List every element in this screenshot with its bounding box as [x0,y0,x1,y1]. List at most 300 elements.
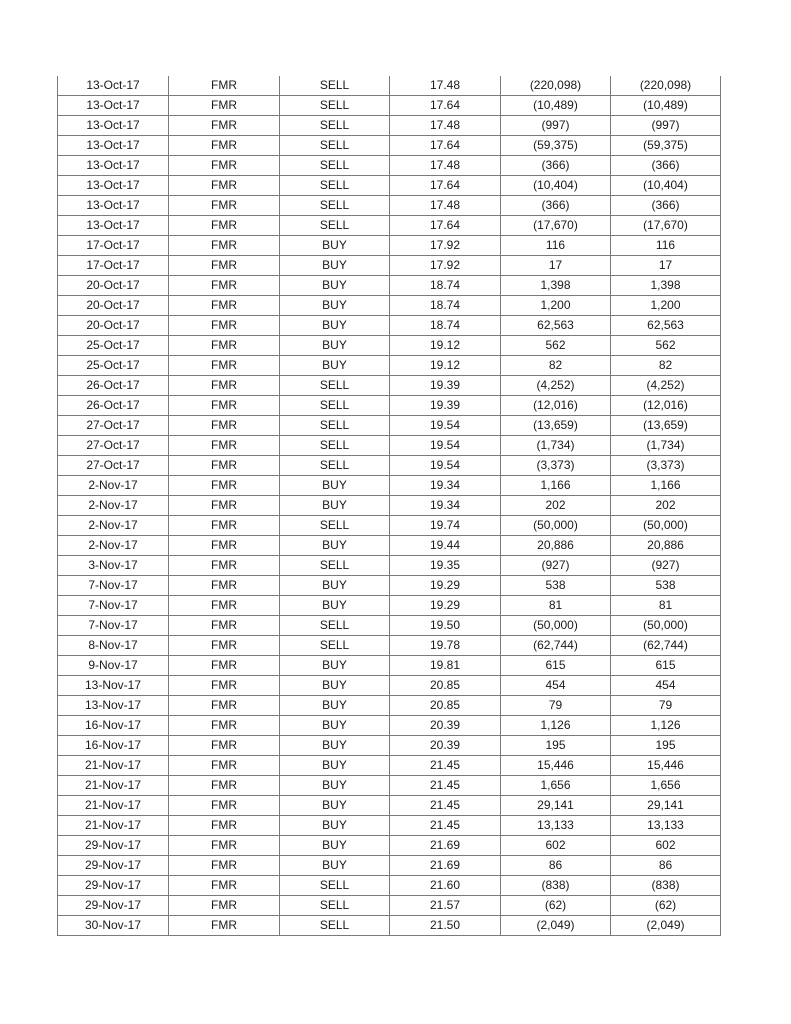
price-cell: 17.64 [390,136,501,156]
price-cell: 19.29 [390,576,501,596]
quantity-cell: 1,166 [501,476,611,496]
action-cell: BUY [280,276,390,296]
action-cell: BUY [280,756,390,776]
table-row [58,696,721,716]
quantity-cell: (220,098) [501,76,611,96]
quantity-total-cell: (838) [611,876,721,896]
quantity-total-cell: (366) [611,196,721,216]
action-cell: SELL [280,376,390,396]
price-cell: 19.12 [390,356,501,376]
date-cell: 25-Oct-17 [58,356,169,376]
quantity-total-cell: (927) [611,556,721,576]
table-row [58,496,721,516]
date-cell: 13-Oct-17 [58,136,169,156]
quantity-total-cell: (50,000) [611,616,721,636]
price-cell: 20.39 [390,736,501,756]
price-cell: 19.50 [390,616,501,636]
price-cell: 19.39 [390,376,501,396]
quantity-total-cell: 29,141 [611,796,721,816]
quantity-cell: (927) [501,556,611,576]
entity-cell: FMR [169,916,280,936]
action-cell: SELL [280,176,390,196]
quantity-cell: 116 [501,236,611,256]
action-cell: BUY [280,776,390,796]
table-row [58,816,721,836]
quantity-total-cell: 615 [611,656,721,676]
quantity-total-cell: (1,734) [611,436,721,456]
entity-cell: FMR [169,796,280,816]
quantity-total-cell: 1,398 [611,276,721,296]
quantity-total-cell: (50,000) [611,516,721,536]
entity-cell: FMR [169,256,280,276]
transactions-table-body [58,76,721,936]
quantity-cell: 17 [501,256,611,276]
price-cell: 17.48 [390,76,501,96]
entity-cell: FMR [169,776,280,796]
entity-cell: FMR [169,656,280,676]
date-cell: 13-Nov-17 [58,696,169,716]
quantity-total-cell: (17,670) [611,216,721,236]
entity-cell: FMR [169,596,280,616]
price-cell: 19.81 [390,656,501,676]
price-cell: 19.44 [390,536,501,556]
quantity-total-cell: (10,404) [611,176,721,196]
quantity-total-cell: (220,098) [611,76,721,96]
action-cell: SELL [280,916,390,936]
date-cell: 21-Nov-17 [58,796,169,816]
table-row [58,876,721,896]
quantity-cell: 62,563 [501,316,611,336]
quantity-cell: 1,398 [501,276,611,296]
table-row [58,596,721,616]
table-row [58,516,721,536]
table-row [58,536,721,556]
action-cell: SELL [280,416,390,436]
date-cell: 21-Nov-17 [58,816,169,836]
action-cell: SELL [280,616,390,636]
entity-cell: FMR [169,736,280,756]
price-cell: 17.48 [390,116,501,136]
date-cell: 29-Nov-17 [58,836,169,856]
price-cell: 17.48 [390,156,501,176]
date-cell: 8-Nov-17 [58,636,169,656]
quantity-cell: (10,404) [501,176,611,196]
action-cell: SELL [280,396,390,416]
price-cell: 21.60 [390,876,501,896]
price-cell: 20.85 [390,676,501,696]
date-cell: 26-Oct-17 [58,376,169,396]
price-cell: 21.45 [390,756,501,776]
action-cell: SELL [280,196,390,216]
quantity-total-cell: 454 [611,676,721,696]
date-cell: 13-Oct-17 [58,96,169,116]
action-cell: BUY [280,236,390,256]
action-cell: BUY [280,716,390,736]
date-cell: 20-Oct-17 [58,296,169,316]
date-cell: 7-Nov-17 [58,596,169,616]
price-cell: 21.69 [390,856,501,876]
date-cell: 13-Oct-17 [58,176,169,196]
price-cell: 21.69 [390,836,501,856]
quantity-total-cell: (13,659) [611,416,721,436]
action-cell: BUY [280,696,390,716]
action-cell: SELL [280,136,390,156]
quantity-total-cell: 20,886 [611,536,721,556]
price-cell: 19.39 [390,396,501,416]
table-row [58,776,721,796]
table-row [58,476,721,496]
table-row [58,156,721,176]
quantity-cell: 29,141 [501,796,611,816]
action-cell: BUY [280,496,390,516]
date-cell: 2-Nov-17 [58,496,169,516]
quantity-cell: (838) [501,876,611,896]
date-cell: 16-Nov-17 [58,736,169,756]
table-row [58,196,721,216]
table-row [58,456,721,476]
action-cell: SELL [280,436,390,456]
action-cell: BUY [280,676,390,696]
action-cell: BUY [280,736,390,756]
date-cell: 2-Nov-17 [58,516,169,536]
table-row [58,756,721,776]
entity-cell: FMR [169,516,280,536]
entity-cell: FMR [169,756,280,776]
quantity-cell: (50,000) [501,616,611,636]
action-cell: BUY [280,816,390,836]
quantity-cell: (2,049) [501,916,611,936]
quantity-cell: 82 [501,356,611,376]
entity-cell: FMR [169,856,280,876]
price-cell: 19.78 [390,636,501,656]
table-row [58,276,721,296]
entity-cell: FMR [169,176,280,196]
table-row [58,76,721,96]
entity-cell: FMR [169,696,280,716]
entity-cell: FMR [169,356,280,376]
price-cell: 19.29 [390,596,501,616]
quantity-total-cell: 538 [611,576,721,596]
table-row [58,416,721,436]
table-row [58,896,721,916]
quantity-total-cell: 1,126 [611,716,721,736]
action-cell: SELL [280,456,390,476]
entity-cell: FMR [169,336,280,356]
action-cell: SELL [280,76,390,96]
date-cell: 27-Oct-17 [58,436,169,456]
table-row [58,176,721,196]
quantity-total-cell: 81 [611,596,721,616]
entity-cell: FMR [169,816,280,836]
action-cell: BUY [280,256,390,276]
date-cell: 13-Nov-17 [58,676,169,696]
quantity-total-cell: 195 [611,736,721,756]
quantity-cell: 538 [501,576,611,596]
quantity-total-cell: 1,200 [611,296,721,316]
quantity-cell: (3,373) [501,456,611,476]
quantity-cell: (62,744) [501,636,611,656]
quantity-total-cell: (59,375) [611,136,721,156]
entity-cell: FMR [169,716,280,736]
date-cell: 21-Nov-17 [58,776,169,796]
entity-cell: FMR [169,676,280,696]
price-cell: 17.48 [390,196,501,216]
quantity-cell: (1,734) [501,436,611,456]
transactions-table [57,76,721,936]
quantity-total-cell: 602 [611,836,721,856]
date-cell: 16-Nov-17 [58,716,169,736]
quantity-total-cell: 116 [611,236,721,256]
entity-cell: FMR [169,316,280,336]
table-row [58,256,721,276]
quantity-cell: (10,489) [501,96,611,116]
date-cell: 26-Oct-17 [58,396,169,416]
action-cell: SELL [280,96,390,116]
entity-cell: FMR [169,376,280,396]
table-row [58,916,721,936]
table-row [58,736,721,756]
quantity-total-cell: 86 [611,856,721,876]
quantity-cell: 20,886 [501,536,611,556]
date-cell: 13-Oct-17 [58,196,169,216]
quantity-total-cell: (12,016) [611,396,721,416]
entity-cell: FMR [169,456,280,476]
action-cell: BUY [280,356,390,376]
quantity-total-cell: 202 [611,496,721,516]
quantity-cell: 615 [501,656,611,676]
price-cell: 19.54 [390,456,501,476]
quantity-total-cell: 1,656 [611,776,721,796]
entity-cell: FMR [169,236,280,256]
action-cell: SELL [280,116,390,136]
table-row [58,116,721,136]
table-row [58,296,721,316]
quantity-cell: (366) [501,156,611,176]
entity-cell: FMR [169,196,280,216]
date-cell: 3-Nov-17 [58,556,169,576]
entity-cell: FMR [169,616,280,636]
quantity-total-cell: (4,252) [611,376,721,396]
date-cell: 9-Nov-17 [58,656,169,676]
table-row [58,376,721,396]
quantity-cell: (62) [501,896,611,916]
price-cell: 17.92 [390,256,501,276]
quantity-cell: 86 [501,856,611,876]
action-cell: BUY [280,656,390,676]
quantity-cell: 562 [501,336,611,356]
action-cell: SELL [280,556,390,576]
date-cell: 2-Nov-17 [58,536,169,556]
table-row [58,356,721,376]
date-cell: 29-Nov-17 [58,856,169,876]
entity-cell: FMR [169,136,280,156]
action-cell: SELL [280,896,390,916]
action-cell: BUY [280,316,390,336]
table-row [58,96,721,116]
action-cell: BUY [280,856,390,876]
entity-cell: FMR [169,116,280,136]
quantity-total-cell: 13,133 [611,816,721,836]
entity-cell: FMR [169,556,280,576]
table-row [58,716,721,736]
action-cell: BUY [280,796,390,816]
entity-cell: FMR [169,296,280,316]
quantity-total-cell: 79 [611,696,721,716]
quantity-cell: 13,133 [501,816,611,836]
date-cell: 30-Nov-17 [58,916,169,936]
entity-cell: FMR [169,496,280,516]
quantity-cell: 602 [501,836,611,856]
price-cell: 19.54 [390,416,501,436]
date-cell: 20-Oct-17 [58,276,169,296]
table-row [58,236,721,256]
quantity-cell: 15,446 [501,756,611,776]
quantity-cell: 1,656 [501,776,611,796]
price-cell: 17.64 [390,216,501,236]
table-row [58,836,721,856]
table-row [58,556,721,576]
entity-cell: FMR [169,156,280,176]
table-row [58,396,721,416]
table-row [58,576,721,596]
date-cell: 27-Oct-17 [58,456,169,476]
date-cell: 13-Oct-17 [58,76,169,96]
quantity-cell: 202 [501,496,611,516]
date-cell: 13-Oct-17 [58,116,169,136]
table-row [58,436,721,456]
date-cell: 27-Oct-17 [58,416,169,436]
table-row [58,316,721,336]
quantity-cell: 81 [501,596,611,616]
price-cell: 18.74 [390,276,501,296]
quantity-total-cell: 82 [611,356,721,376]
action-cell: BUY [280,596,390,616]
entity-cell: FMR [169,536,280,556]
quantity-cell: 195 [501,736,611,756]
quantity-total-cell: (2,049) [611,916,721,936]
entity-cell: FMR [169,636,280,656]
quantity-total-cell: (366) [611,156,721,176]
table-row [58,636,721,656]
quantity-cell: 454 [501,676,611,696]
entity-cell: FMR [169,476,280,496]
action-cell: SELL [280,876,390,896]
quantity-total-cell: 15,446 [611,756,721,776]
price-cell: 19.34 [390,476,501,496]
quantity-cell: (366) [501,196,611,216]
table-row [58,796,721,816]
quantity-cell: (12,016) [501,396,611,416]
entity-cell: FMR [169,396,280,416]
quantity-cell: (4,252) [501,376,611,396]
quantity-cell: (59,375) [501,136,611,156]
entity-cell: FMR [169,896,280,916]
table-row [58,136,721,156]
price-cell: 17.64 [390,96,501,116]
quantity-cell: 1,126 [501,716,611,736]
date-cell: 13-Oct-17 [58,156,169,176]
price-cell: 21.57 [390,896,501,916]
action-cell: BUY [280,336,390,356]
quantity-total-cell: (10,489) [611,96,721,116]
action-cell: BUY [280,476,390,496]
price-cell: 17.92 [390,236,501,256]
date-cell: 29-Nov-17 [58,876,169,896]
quantity-total-cell: 17 [611,256,721,276]
table-row [58,656,721,676]
quantity-cell: (17,670) [501,216,611,236]
quantity-total-cell: (3,373) [611,456,721,476]
table-row [58,216,721,236]
date-cell: 7-Nov-17 [58,576,169,596]
price-cell: 21.45 [390,776,501,796]
entity-cell: FMR [169,576,280,596]
entity-cell: FMR [169,876,280,896]
price-cell: 19.74 [390,516,501,536]
quantity-cell: 1,200 [501,296,611,316]
date-cell: 17-Oct-17 [58,236,169,256]
action-cell: SELL [280,156,390,176]
table-row [58,856,721,876]
action-cell: SELL [280,516,390,536]
entity-cell: FMR [169,416,280,436]
quantity-total-cell: (62) [611,896,721,916]
entity-cell: FMR [169,76,280,96]
quantity-cell: 79 [501,696,611,716]
entity-cell: FMR [169,836,280,856]
action-cell: BUY [280,536,390,556]
price-cell: 20.85 [390,696,501,716]
price-cell: 21.45 [390,816,501,836]
price-cell: 19.12 [390,336,501,356]
price-cell: 20.39 [390,716,501,736]
table-row [58,616,721,636]
price-cell: 19.34 [390,496,501,516]
table-row [58,336,721,356]
entity-cell: FMR [169,96,280,116]
price-cell: 19.35 [390,556,501,576]
quantity-total-cell: (62,744) [611,636,721,656]
entity-cell: FMR [169,276,280,296]
price-cell: 18.74 [390,296,501,316]
action-cell: BUY [280,836,390,856]
quantity-total-cell: 562 [611,336,721,356]
quantity-cell: (50,000) [501,516,611,536]
action-cell: BUY [280,296,390,316]
price-cell: 18.74 [390,316,501,336]
date-cell: 7-Nov-17 [58,616,169,636]
table-row [58,676,721,696]
quantity-cell: (13,659) [501,416,611,436]
quantity-cell: (997) [501,116,611,136]
date-cell: 20-Oct-17 [58,316,169,336]
date-cell: 25-Oct-17 [58,336,169,356]
quantity-total-cell: 62,563 [611,316,721,336]
price-cell: 21.50 [390,916,501,936]
quantity-total-cell: 1,166 [611,476,721,496]
date-cell: 2-Nov-17 [58,476,169,496]
action-cell: BUY [280,576,390,596]
date-cell: 13-Oct-17 [58,216,169,236]
price-cell: 17.64 [390,176,501,196]
entity-cell: FMR [169,216,280,236]
action-cell: SELL [280,216,390,236]
date-cell: 29-Nov-17 [58,896,169,916]
entity-cell: FMR [169,436,280,456]
action-cell: SELL [280,636,390,656]
date-cell: 17-Oct-17 [58,256,169,276]
price-cell: 19.54 [390,436,501,456]
